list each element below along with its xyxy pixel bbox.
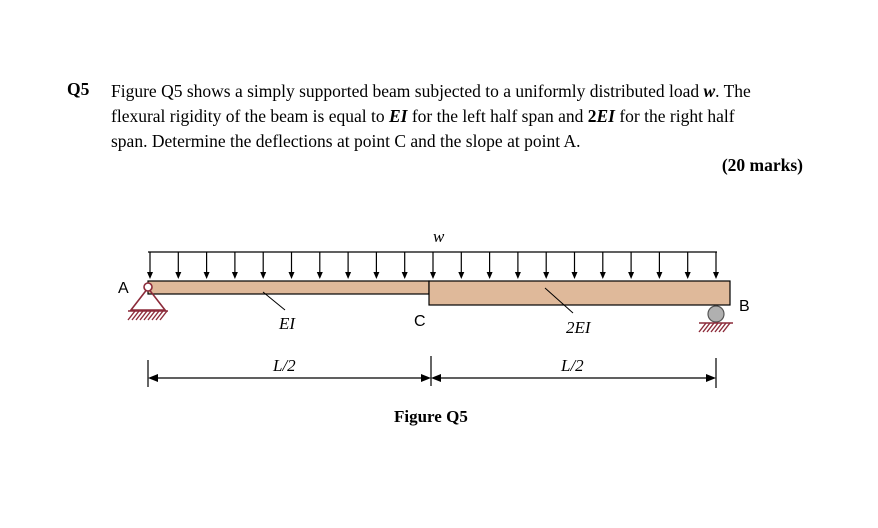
load-arrow-head bbox=[685, 272, 691, 279]
load-arrow-head bbox=[204, 272, 210, 279]
load-arrow-head bbox=[628, 272, 634, 279]
support-hatch-line bbox=[723, 323, 730, 332]
roller-support-b bbox=[699, 306, 733, 332]
load-arrow-head bbox=[515, 272, 521, 279]
text-run: . The bbox=[715, 81, 751, 101]
support-hatch-line bbox=[136, 311, 143, 320]
support-hatch-line bbox=[144, 311, 151, 320]
right-span-label: L/2 bbox=[561, 356, 584, 375]
support-hatch-line bbox=[711, 323, 718, 332]
support-hatch-line bbox=[152, 311, 159, 320]
load-arrow-head bbox=[487, 272, 493, 279]
support-hatch-line bbox=[128, 311, 135, 320]
marks-label: (20 marks) bbox=[721, 155, 803, 175]
support-hatch-line bbox=[715, 323, 722, 332]
figure-caption: Figure Q5 bbox=[394, 407, 468, 426]
beam-right-segment bbox=[429, 281, 730, 305]
load-arrow-head bbox=[289, 272, 295, 279]
load-arrow-head bbox=[543, 272, 549, 279]
dimension-lines bbox=[148, 356, 716, 388]
load-arrow-head bbox=[713, 272, 719, 279]
load-label: w bbox=[433, 227, 445, 246]
text-run: for the right half bbox=[614, 106, 735, 126]
load-arrow-head bbox=[260, 272, 266, 279]
beam-left-segment bbox=[148, 281, 429, 294]
point-b-label: B bbox=[739, 298, 750, 315]
text-run: EI bbox=[388, 106, 408, 126]
load-arrow-head bbox=[656, 272, 662, 279]
load-arrow-head bbox=[147, 272, 153, 279]
load-arrow-head bbox=[373, 272, 379, 279]
text-run: Figure Q5 shows a simply supported beam subjected to a uniformly distributed load bbox=[111, 81, 704, 101]
text-run: EI bbox=[596, 106, 615, 126]
load-arrow-head bbox=[430, 272, 436, 279]
support-hatch-line bbox=[699, 323, 706, 332]
point-a-label: A bbox=[118, 280, 129, 297]
text-run: span. Determine the deflections at point C and the slope at point A. bbox=[111, 131, 581, 151]
load-arrow-head bbox=[572, 272, 578, 279]
text-run: for the left half span and bbox=[407, 106, 588, 126]
load-arrow-head bbox=[317, 272, 323, 279]
support-hatch-line bbox=[156, 311, 163, 320]
question-number: Q5 bbox=[67, 79, 90, 99]
left-rigidity-label: EI bbox=[279, 314, 296, 333]
distributed-load-arrows bbox=[147, 252, 719, 279]
support-hatch-line bbox=[703, 323, 710, 332]
support-hatch-line bbox=[719, 323, 726, 332]
text-run: w bbox=[703, 81, 716, 101]
support-hatch-line bbox=[707, 323, 714, 332]
left-rigidity-leader bbox=[263, 292, 285, 310]
load-arrow-head bbox=[232, 272, 238, 279]
load-arrow-head bbox=[175, 272, 181, 279]
text-run: 2 bbox=[587, 106, 597, 126]
load-arrow-head bbox=[600, 272, 606, 279]
left-span-label: L/2 bbox=[273, 356, 296, 375]
load-arrow-head bbox=[345, 272, 351, 279]
support-hatch-line bbox=[140, 311, 147, 320]
point-c-label: C bbox=[414, 313, 426, 330]
load-arrow-head bbox=[458, 272, 464, 279]
right-rigidity-label: 2EI bbox=[566, 318, 591, 337]
load-arrow-head bbox=[402, 272, 408, 279]
support-hatch-line bbox=[148, 311, 155, 320]
support-hatch-line bbox=[132, 311, 139, 320]
support-hatch-line bbox=[160, 311, 167, 320]
text-run: flexural rigidity of the beam is equal to bbox=[111, 106, 389, 126]
